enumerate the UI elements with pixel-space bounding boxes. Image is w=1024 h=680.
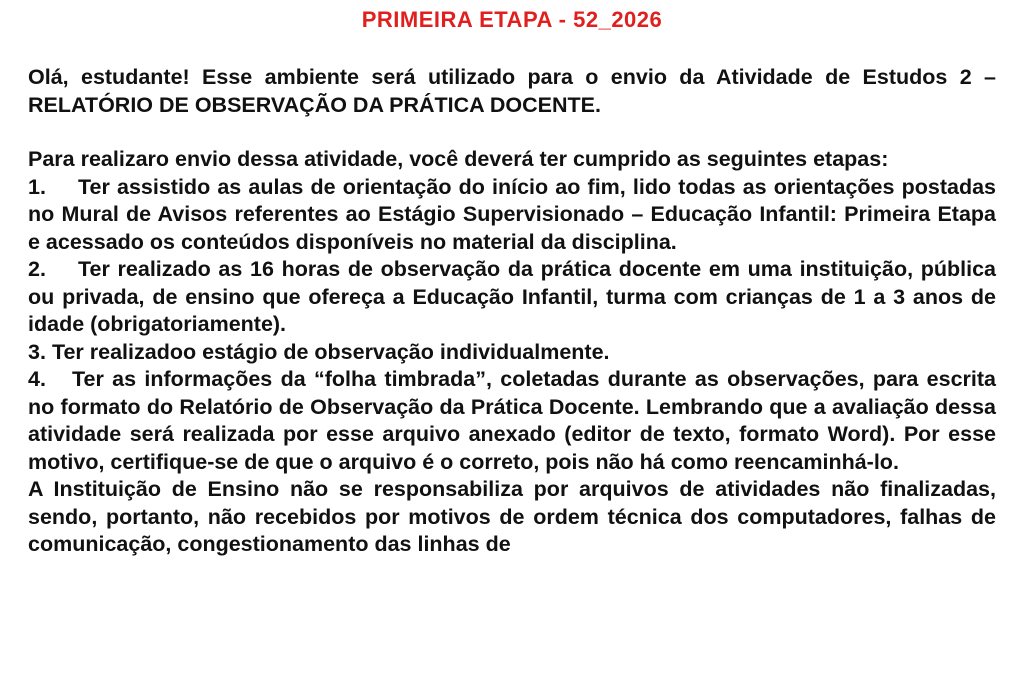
list-item-text: Ter realizadoo estágio de observação individualmente. xyxy=(51,339,610,364)
disclaimer-paragraph: A Instituição de Ensino não se responsabiliza por arquivos de atividades não finalizadas, sendo, portanto, não recebidos por motivos de ordem técnica dos computadores, falhas de comunicação, congestionamento das linhas de xyxy=(28,477,996,556)
page-title: PRIMEIRA ETAPA - 52_2026 xyxy=(361,7,663,32)
paragraph-gap xyxy=(28,119,996,146)
list-item-number: 1. xyxy=(28,174,46,199)
list-item-text: Ter as informações da “folha timbrada”, coletadas durante as observações, para escrita no formato do Relatório de Observação da Prática Docente. Lembrando que a avaliação dessa atividade será realizada por esse arquivo anexado (editor de texto, formato Word). Por esse motivo, certifique-se de que o arquivo é o correto, pois não há como reencaminhá-lo. xyxy=(28,367,996,474)
list-item-text: Ter assistido as aulas de orientação do início ao fim, lido todas as orientações postadas no Mural de Avisos referentes ao Estágio Supervisionado – Educação Infantil: Primeira Etapa e acessado os conteúdos disponíveis no material da disciplina. xyxy=(28,174,996,254)
requirements-lead: Para realizaro envio dessa atividade, você deverá ter cumprido as seguintes etapas: xyxy=(28,147,889,171)
document-page xyxy=(28,6,996,559)
list-item-number: 3. xyxy=(28,339,46,364)
list-item xyxy=(28,366,996,476)
list-item-number: 4. xyxy=(28,367,46,391)
list-item-text: Ter realizado as 16 horas de observação da prática docente em uma instituição, pública ou privada, de ensino que ofereça a Educação Infantil, turma com crianças de 1 a 3 anos de idade (obrigatoriamente). xyxy=(28,257,996,336)
intro-paragraph: Olá, estudante! Esse ambiente será utilizado para o envio da Atividade de Estudos 2 – RELATÓRIO DE OBSERVAÇÃO DA PRÁTICA DOCENTE. xyxy=(28,65,996,117)
list-item xyxy=(28,256,996,339)
list-item xyxy=(28,174,996,257)
list-item xyxy=(28,339,996,367)
list-item-number: 2. xyxy=(28,257,46,281)
